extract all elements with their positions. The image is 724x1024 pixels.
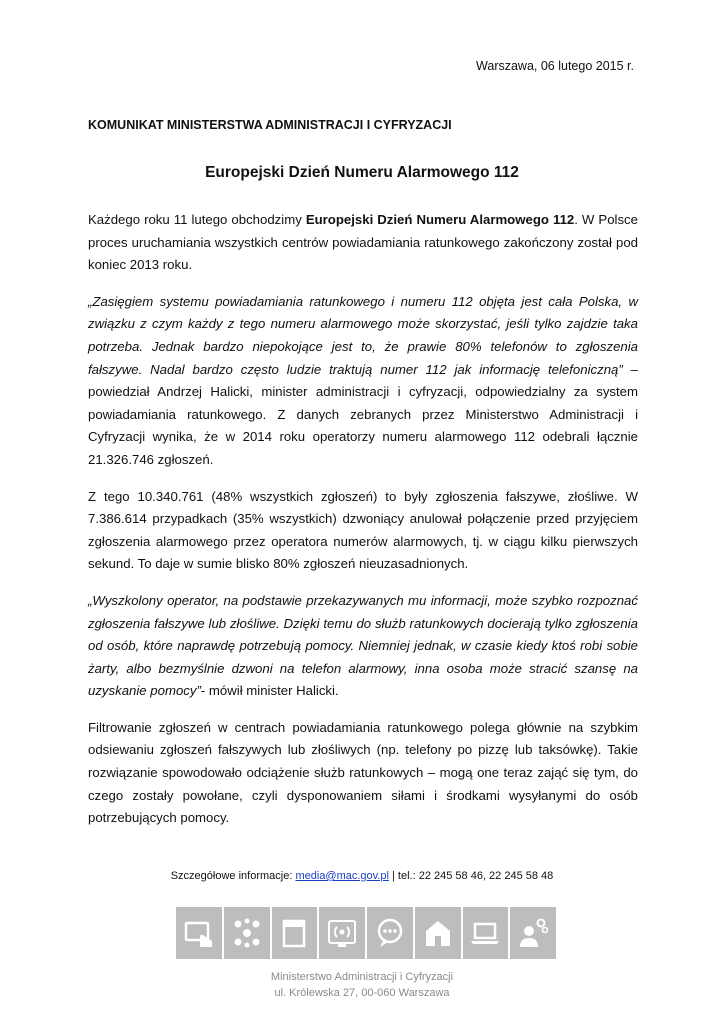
- document-date: Warszawa, 06 lutego 2015 r.: [476, 59, 634, 73]
- paragraph-1-bold: Europejski Dzień Numeru Alarmowego 112: [305, 212, 575, 227]
- chat-bubble-icon: [367, 907, 413, 959]
- paragraph-1: [88, 209, 638, 277]
- contact-info: [0, 870, 724, 882]
- document-title: Europejski Dzień Numeru Alarmowego 112: [205, 164, 519, 181]
- communique-heading: KOMUNIKAT MINISTERSTWA ADMINISTRACJI I CYFRYZACJI: [88, 118, 452, 132]
- contact-label: Szczegółowe informacje:: [170, 870, 296, 882]
- paragraph-2-quote: „Zasięgiem systemu powiadamiania ratunkowego i numeru 112 objęta jest cała Polska, w związku z czym każdy z tego numeru alarmowego może skorzystać, jeśli tylko zajdzie taka potrzeba. Jednak bardzo niepokojące jest to, że prawie 80% telefonów to zgłoszenia fałszywe. Nadal bardzo często ludzie traktują numer 112 jak informację telefoniczną”: [88, 293, 638, 377]
- document-icon: [272, 907, 318, 959]
- paragraph-2-text: – powiedział Andrzej Halicki, minister administracji i cyfryzacji, odpowiedzialny za system powiadamiania ratunkowego. Z danych zebranych przez Ministerstwo Administracji i Cyfryzacji wynika, że w 2014 roku operatorzy numeru alarmowego 112 odebrali łącznie 21.326.746 zgłoszeń.: [88, 361, 639, 467]
- paragraph-4-text: - mówił minister Halicki.: [200, 683, 339, 699]
- paragraph-3: Z tego 10.340.761 (48% wszystkich zgłoszeń) to były zgłoszenia fałszywe, złośliwe. W 7.386.614 przypadkach (35% wszystkich) dzwoniący anulował połączenie przed przyjęciem zgłoszenia alarmowego przez operatora numerów alarmowych, tj. w ciągu kilku pierwszych sekund. To daje w sumie blisko 80% zgłoszeń nieuzasadnionych.: [88, 488, 638, 572]
- paragraph-4-quote: „Wyszkolony operator, na podstawie przekazywanych mu informacji, może szybko rozpoznać zgłoszenia fałszywe lub złośliwe. Dzięki temu do służb ratunkowych docierają tylko zgłoszenia od osób, które naprawdę potrzebują pomocy. Niemniej jednak, w czasie kiedy ktoś robi sobie żarty, albo bezmyślnie dzwoni na telefon alarmowy, inna osoba może stracić szansę na uzyskanie pomocy”: [88, 592, 638, 699]
- building-icon: [415, 907, 461, 959]
- footer-street-address: ul. Królewska 27, 00-060 Warszawa: [274, 987, 450, 999]
- contact-email-link[interactable]: media@mac.gov.pl: [295, 870, 389, 882]
- laptop-icon: [463, 907, 509, 959]
- footer-address: [0, 969, 724, 1001]
- paragraph-5: Filtrowanie zgłoszeń w centrach powiadamiania ratunkowego polega głównie na szybkim odsiewaniu zgłoszeń fałszywych lub złośliwych (np. telefony po pizzę lub taksówkę). Takie rozwiązanie spowodowało odciążenie służb ratunkowych – mogą one teraz zająć się tym, do czego zostały powołane, czyli dysponowaniem siłami i środkami wysyłanymi do osób potrzebujących pomocy.: [88, 719, 638, 826]
- paragraph-1-text-end: . W Polsce proces uruchamiania wszystkich centrów powiadamiania ratunkowego zakończony został pod koniec 2013 roku.: [88, 212, 638, 273]
- ministry-icon-strip: [176, 907, 556, 959]
- contact-phone: | tel.: 22 245 58 46, 22 245 58 48: [388, 870, 554, 882]
- document-body: [88, 209, 638, 844]
- tablet-hand-icon: [176, 907, 222, 959]
- paragraph-1-text: Każdego roku 11 lutego obchodzimy: [88, 212, 306, 227]
- person-gears-icon: [510, 907, 556, 959]
- network-dots-icon: [224, 907, 270, 959]
- paragraph-2: [88, 291, 638, 472]
- footer-ministry-name: Ministerstwo Administracji i Cyfryzacji: [270, 971, 454, 983]
- signal-icon: [319, 907, 365, 959]
- paragraph-4: [88, 590, 638, 703]
